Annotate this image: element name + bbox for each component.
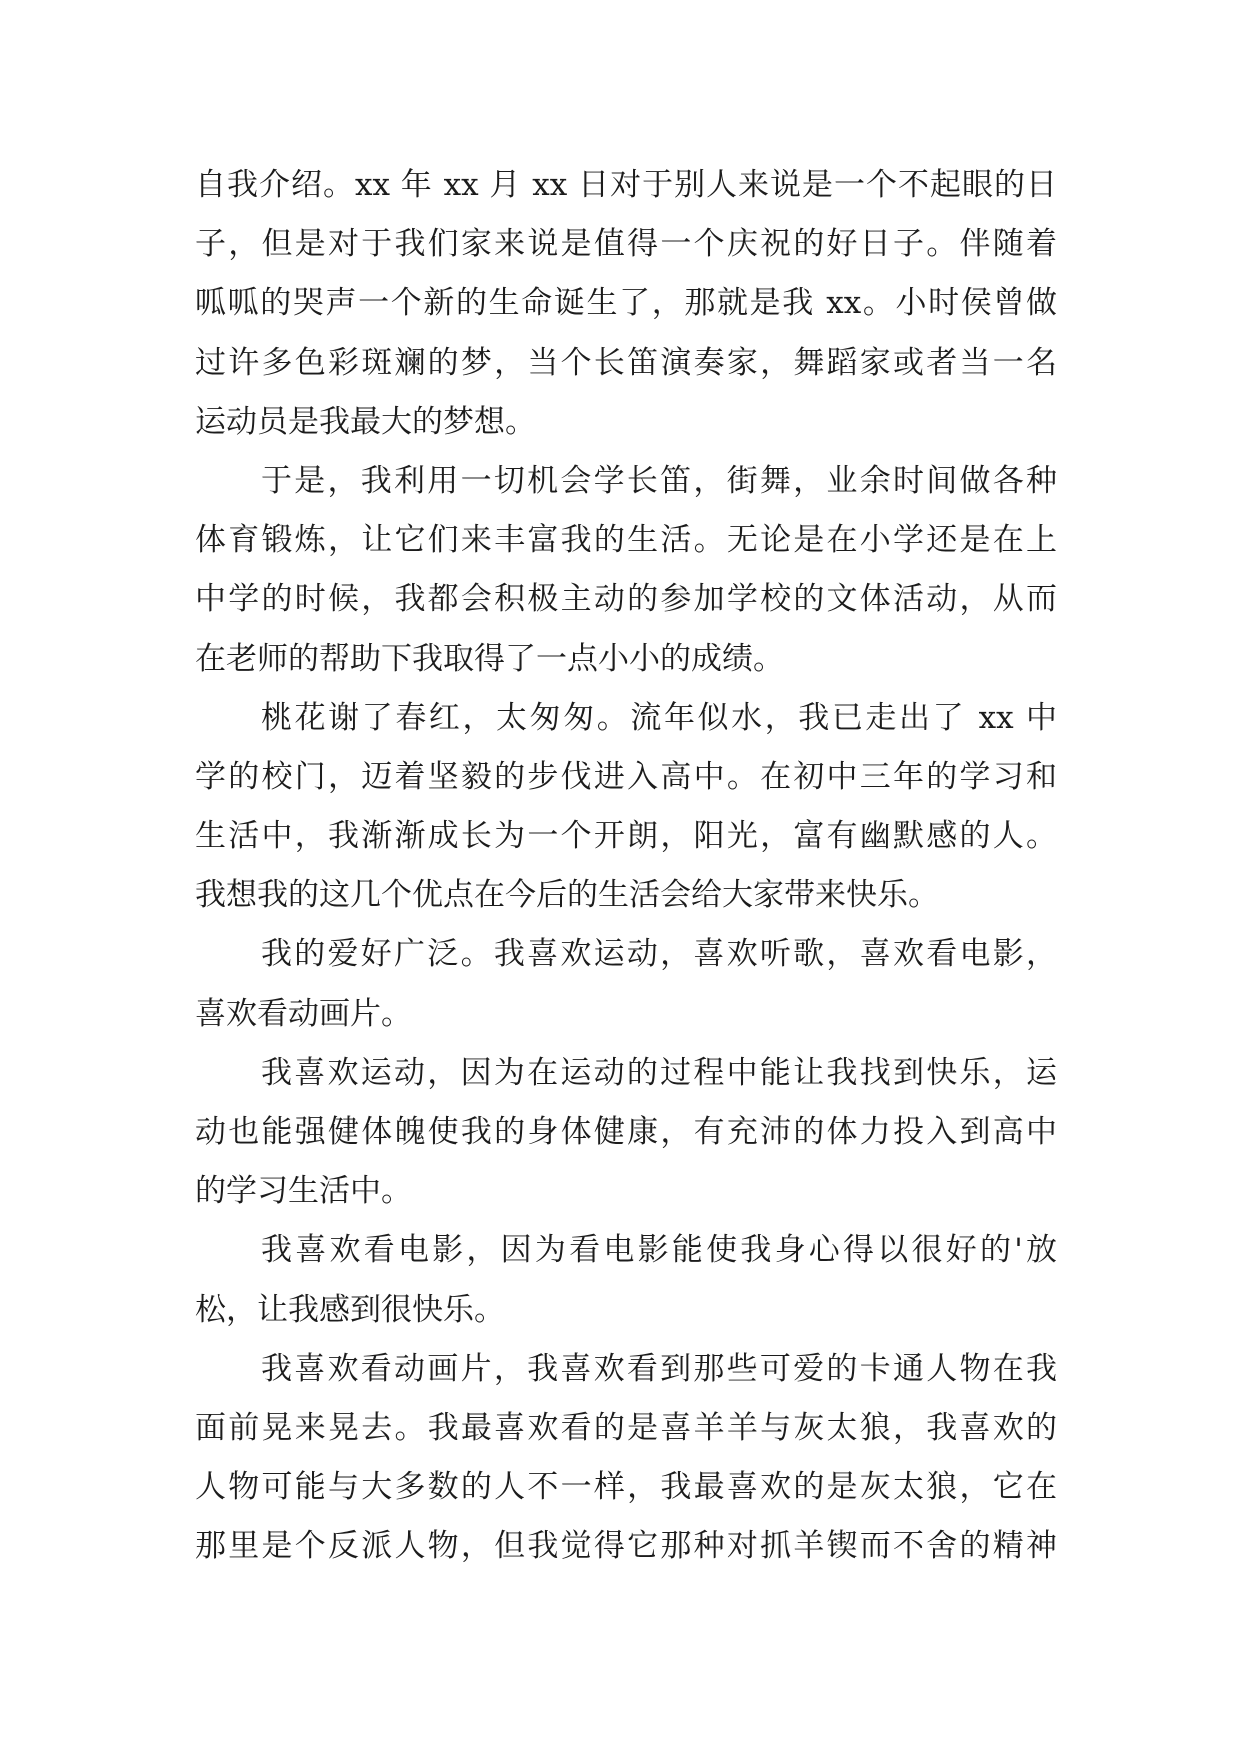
paragraph (195, 689, 1057, 926)
paragraph (195, 1044, 1057, 1222)
paragraph (195, 925, 1057, 1043)
text-line: 自我介绍。xx 年 xx 月 xx 日对于别人来说是一个不起眼的日 (195, 167, 1057, 203)
text-line: 我想我的这几个优点在今后的生活会给大家带来快乐。 (195, 877, 939, 914)
text-line: 呱呱的哭声一个新的生命诞生了，那就是我 xx。小时侯曾做 (195, 285, 1057, 322)
text-line: 生活中，我渐渐成长为一个开朗，阳光，富有幽默感的人。 (195, 818, 1057, 855)
paragraph (195, 1340, 1057, 1577)
document-body (195, 156, 1057, 1577)
text-line: 在老师的帮助下我取得了一点小小的成绩。 (195, 640, 784, 677)
text-line: 于是，我利用一切机会学长笛，街舞，业余时间做各种 (261, 462, 1057, 499)
text-line: 我喜欢看动画片，我喜欢看到那些可爱的卡通人物在我 (261, 1350, 1057, 1387)
paragraph (195, 156, 1057, 452)
text-line: 过许多色彩斑斓的梦，当个长笛演奏家，舞蹈家或者当一名 (195, 344, 1057, 381)
text-line: 的学习生活中。 (195, 1173, 412, 1210)
text-line: 松，让我感到很快乐。 (195, 1291, 505, 1328)
paragraph (195, 1221, 1057, 1339)
text-line: 我喜欢看电影，因为看电影能使我身心得以很好的'放 (261, 1232, 1057, 1269)
paragraph (195, 452, 1057, 689)
text-line: 中学的时候，我都会积极主动的参加学校的文体活动，从而 (195, 581, 1057, 618)
text-line: 我喜欢运动，因为在运动的过程中能让我找到快乐，运 (261, 1054, 1057, 1091)
text-line: 体育锻炼，让它们来丰富我的生活。无论是在小学还是在上 (195, 522, 1057, 559)
text-line: 子，但是对于我们家来说是值得一个庆祝的好日子。伴随着 (195, 226, 1057, 263)
text-line: 桃花谢了春红，太匆匆。流年似水，我已走出了 xx 中 (261, 699, 1057, 736)
text-line: 我的爱好广泛。我喜欢运动，喜欢听歌，喜欢看电影， (261, 936, 1057, 973)
text-line: 动也能强健体魄使我的身体健康，有充沛的体力投入到高中 (195, 1114, 1057, 1150)
text-line: 面前晃来晃去。我最喜欢看的是喜羊羊与灰太狼，我喜欢的 (195, 1409, 1057, 1446)
text-line: 学的校门，迈着坚毅的步伐进入高中。在初中三年的学习和 (195, 758, 1057, 795)
text-line: 人物可能与大多数的人不一样，我最喜欢的是灰太狼，它在 (195, 1469, 1057, 1506)
text-line: 那里是个反派人物，但我觉得它那种对抓羊锲而不舍的精神 (195, 1528, 1057, 1565)
text-line: 运动员是我最大的梦想。 (195, 403, 536, 440)
text-line: 喜欢看动画片。 (195, 995, 412, 1032)
